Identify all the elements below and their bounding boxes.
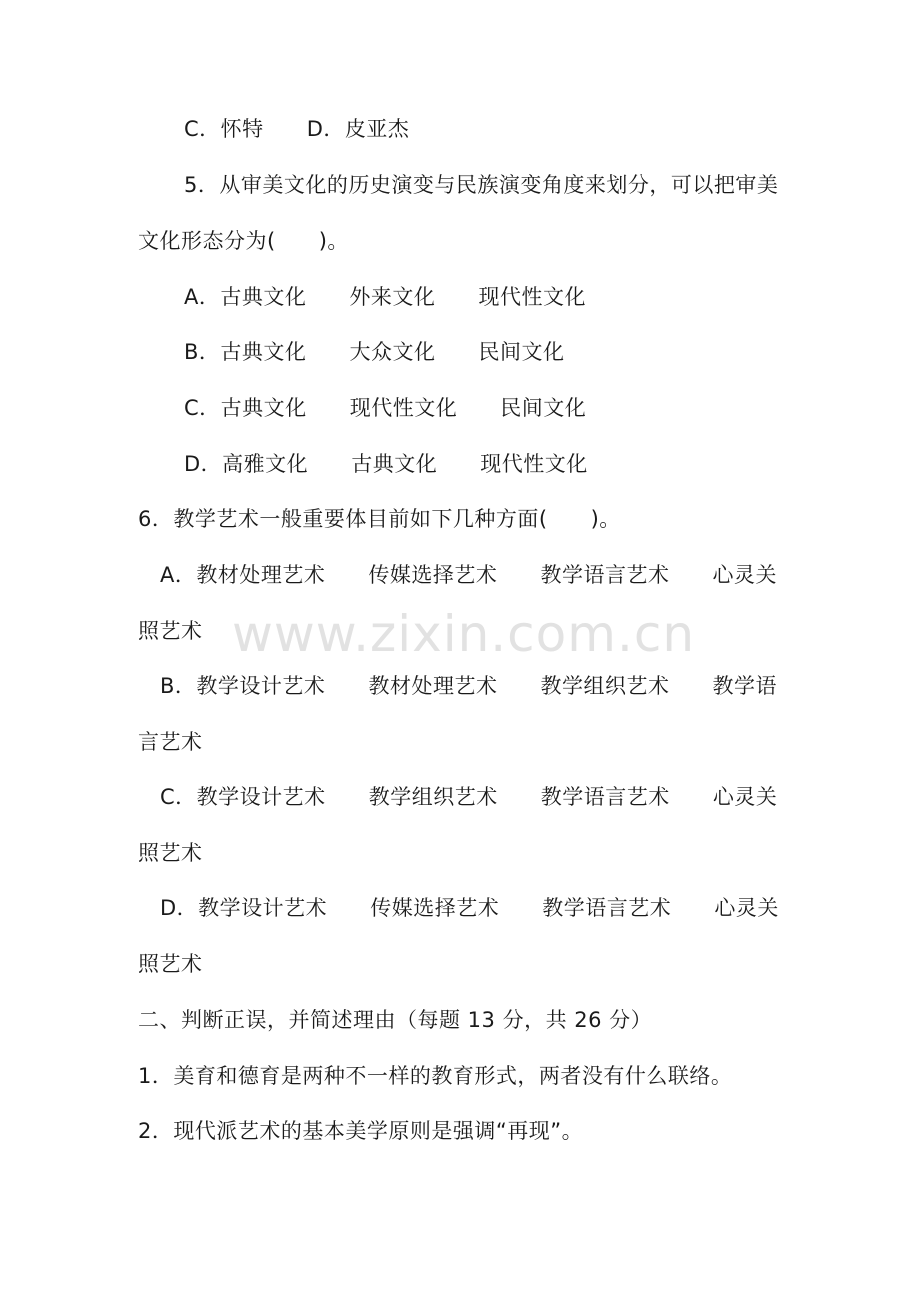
q6-option-a-line2: 照艺术 (138, 619, 203, 643)
q6-option-b-line1: B．教学设计艺术 教材处理艺术 教学组织艺术 教学语 (160, 674, 778, 698)
watermark-text: www.zixin.com.cn (232, 605, 696, 663)
q6-option-d-line2: 照艺术 (138, 952, 203, 976)
q5-option-d: D．高雅文化 古典文化 现代性文化 (184, 452, 588, 476)
q5-option-b: B．古典文化 大众文化 民间文化 (184, 340, 565, 364)
q5-option-a: A．古典文化 外来文化 现代性文化 (184, 285, 586, 309)
judge-q2: 2．现代派艺术的基本美学原则是强调“再现”。 (138, 1119, 584, 1143)
q6-option-b-line2: 言艺术 (138, 730, 203, 754)
q6-option-c-line2: 照艺术 (138, 841, 203, 865)
judge-q1: 1．美育和德育是两种不一样的教育形式，两者没有什么联络。 (138, 1064, 733, 1088)
q5-stem-line1: 5．从审美文化的历史演变与民族演变角度来划分，可以把审美 (184, 173, 779, 197)
section-two-heading: 二、判断正误，并简述理由（每题 13 分，共 26 分） (138, 1008, 653, 1032)
q5-option-c: C．古典文化 现代性文化 民间文化 (184, 396, 587, 420)
q6-option-a-line1: A．教材处理艺术 传媒选择艺术 教学语言艺术 心灵关 (160, 563, 778, 587)
q6-option-d-line1: D．教学设计艺术 传媒选择艺术 教学语言艺术 心灵关 (160, 896, 779, 920)
q5-stem-line2: 文化形态分为( )。 (138, 229, 349, 253)
q6-option-c-line1: C．教学设计艺术 教学组织艺术 教学语言艺术 心灵关 (160, 785, 778, 809)
q6-stem: 6．教学艺术一般重要体目前如下几种方面( )。 (138, 507, 621, 531)
q4-options-c-d: C．怀特 D．皮亚杰 (184, 117, 410, 141)
